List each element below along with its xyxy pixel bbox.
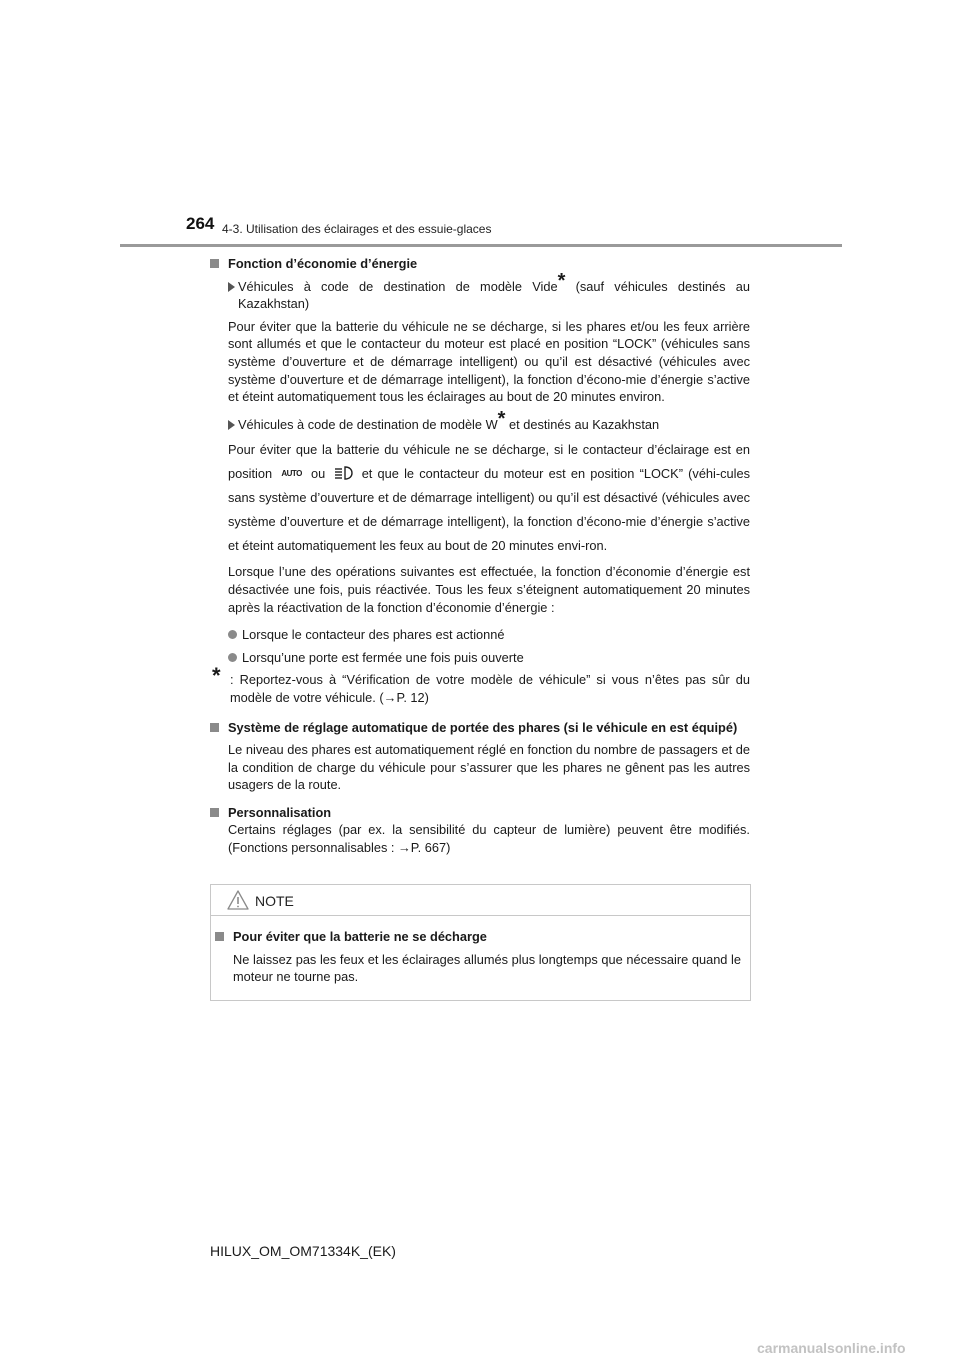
paragraph-eco-3: Lorsque l’une des opérations suivantes est effectuée, la fonction d’économie d’énergie est désactivée une fois, puis réactivée. Tous les feux s’éteignent automatiquement 20 minutes après la réactivation de la fonction d’économie d’énergie : (228, 564, 750, 615)
main-content (210, 255, 750, 857)
footnote-asterisk: * (212, 663, 221, 689)
heading-customization: Personnalisation (210, 804, 750, 822)
square-bullet-icon (215, 932, 224, 941)
list-item: Lorsque le contacteur des phares est actionné (210, 626, 750, 644)
section-title: 4-3. Utilisation des éclairages et des essuie-glaces (222, 222, 492, 236)
round-bullet-icon (228, 630, 237, 639)
square-bullet-icon (210, 259, 219, 268)
heading-energy-saving: Fonction d’économie d’énergie (210, 255, 750, 273)
page-number: 264 (186, 214, 215, 233)
note-header (211, 885, 750, 916)
watermark: carmanualsonline.info (757, 1340, 906, 1356)
note-text: Ne laissez pas les feux et les éclairages allumés plus longtemps que nécessaire quand le moteur ne tourne pas. (233, 951, 741, 985)
subheading-w: Véhicules à code de destination de modèle W* et destinés au Kazakhstan (210, 416, 750, 434)
square-bullet-icon (210, 723, 219, 732)
headlight-icon (333, 466, 353, 480)
note-body (215, 928, 741, 986)
square-bullet-icon (210, 808, 219, 817)
paragraph-eco-1: Pour éviter que la batterie du véhicule ne se décharge, si les phares et/ou les feux arrière sont allumés et que le contacteur du moteur est placé en position “LOCK” (véhicules sans système d’ouverture et de démarrage intelligent) ou qu’il est désactivé (véhicules avec système d’ouverture et de démarrage intelligent), la fonction d’écono-mie d’énergie s’active et éteint automatiquement tous les éclairages au bout de 20 minutes environ. (228, 318, 750, 405)
paragraph-customization: Certains réglages (par ex. la sensibilité du capteur de lumière) peuvent être modifiés. (Fonctions personnalisables : →P. 667) (228, 822, 750, 856)
triangle-bullet-icon (228, 282, 235, 292)
document-code: HILUX_OM_OM71334K_(EK) (210, 1243, 396, 1259)
heading-headlight-leveling: Système de réglage automatique de portée des phares (si le véhicule en est équipé) (210, 719, 750, 737)
auto-light-icon: AUTO (281, 469, 302, 479)
paragraph-leveling: Le niveau des phares est automatiquement réglé en fonction du nombre de passagers et de la condition de charge du véhicule pour s’assurer que les phares ne gênent pas les autres usagers de la route. (228, 742, 750, 793)
asterisk-mark: * (497, 408, 506, 431)
triangle-bullet-icon (228, 420, 235, 430)
note-title: NOTE (255, 893, 294, 909)
warning-triangle-icon (227, 890, 249, 910)
header-rule (120, 244, 842, 247)
round-bullet-icon (228, 653, 237, 662)
asterisk-mark: * (557, 270, 566, 293)
list-item: Lorsqu’une porte est fermée une fois puis ouverte (210, 649, 750, 667)
footnote: * : Reportez-vous à “Vérification de votre modèle de véhicule” si vous n’êtes pas sûr du modèle de votre véhicule. (→P. 12) (212, 663, 750, 705)
note-heading: Pour éviter que la batterie ne se décharge (215, 928, 741, 946)
note-box (210, 884, 751, 1001)
paragraph-eco-2: Pour éviter que la batterie du véhicule ne se décharge, si le contacteur d’éclairage est en position AUTO ou et que le contacteur du moteur est en position “LOCK” (véhi-cules sans système d’ouverture et de démarrage intelligent) ou qu’il est désactivé (véhicules avec système d’ouverture et de démarrage intelligent), la fonction d’écono-mie d’énergie s’active et éteint automatiquement les feux au bout de 20 minutes envi-ron. (228, 442, 751, 554)
subheading-vide: Véhicules à code de destination de modèle Vide* (sauf véhicules destinés au Kazakhstan) (210, 278, 750, 313)
